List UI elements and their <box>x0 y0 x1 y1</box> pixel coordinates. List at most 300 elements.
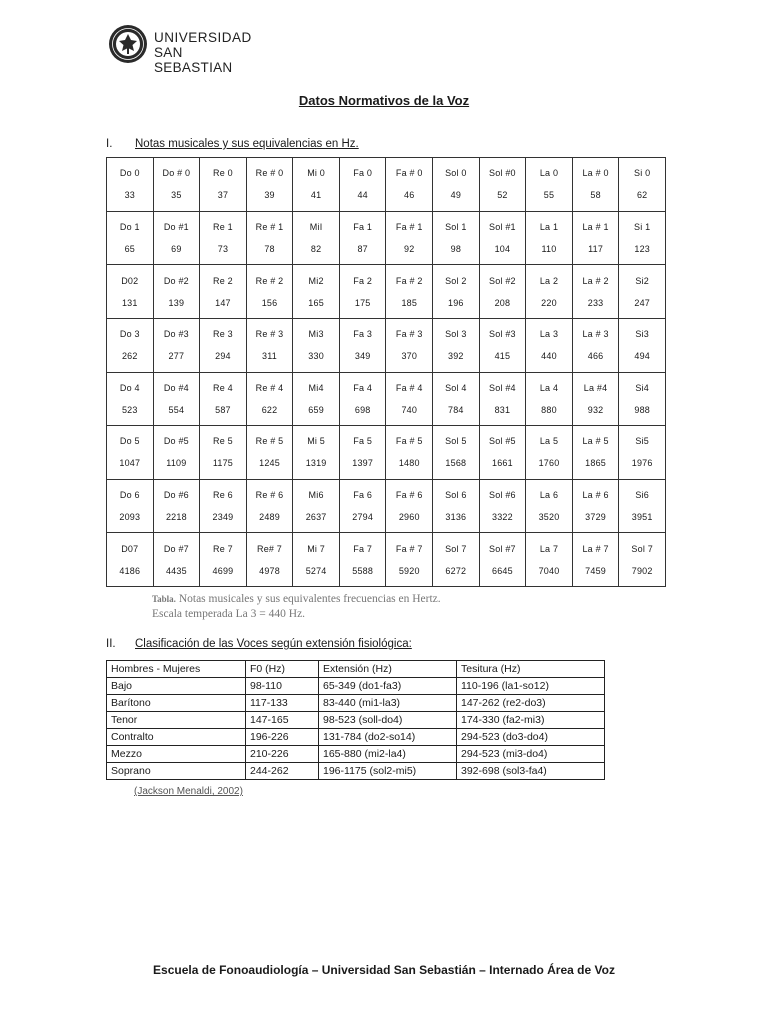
voices-row <box>107 746 605 763</box>
note-frequency: 262 <box>121 351 138 362</box>
note-frequency: 466 <box>587 351 604 362</box>
note-cell <box>153 211 200 265</box>
note-frequency: 554 <box>168 404 185 415</box>
note-cell <box>339 265 386 319</box>
note-frequency: 2489 <box>259 512 280 523</box>
note-cell <box>433 158 480 212</box>
voices-cell: 294-523 (do3-do4) <box>457 729 605 746</box>
note-cell <box>153 158 200 212</box>
note-cell <box>200 211 247 265</box>
note-cell <box>200 318 247 372</box>
note-name: La 2 <box>539 275 559 286</box>
note-cell <box>246 533 293 587</box>
note-cell <box>246 372 293 426</box>
note-cell <box>339 318 386 372</box>
note-cell <box>339 533 386 587</box>
note-frequency: 2218 <box>165 512 187 523</box>
note-frequency: 104 <box>494 243 511 254</box>
note-cell <box>246 318 293 372</box>
note-name: Re # 5 <box>255 436 284 447</box>
note-name: Sol 0 <box>445 168 467 179</box>
note-name: Fa # 6 <box>395 490 423 501</box>
note-frequency: 123 <box>634 243 650 254</box>
note-name: Re # 3 <box>255 329 284 340</box>
notes-row <box>107 265 666 319</box>
voices-cell: 83-440 (mi1-la3) <box>319 695 457 712</box>
note-cell <box>433 426 480 480</box>
note-cell <box>619 211 666 265</box>
note-name: Do 1 <box>119 221 140 232</box>
note-name: Si2 <box>635 275 649 286</box>
note-frequency: 52 <box>497 190 508 201</box>
note-cell <box>526 372 573 426</box>
note-frequency: 2794 <box>352 512 374 523</box>
note-cell <box>386 426 433 480</box>
note-frequency: 1109 <box>166 458 187 469</box>
voices-cell: 147-165 <box>246 712 319 729</box>
note-name: Si 1 <box>634 221 651 232</box>
note-frequency: 2349 <box>212 512 234 523</box>
voices-cell: 392-698 (sol3-fa4) <box>457 763 605 780</box>
note-frequency: 82 <box>310 243 322 254</box>
note-name: Sol #5 <box>489 436 516 447</box>
notes-frequency-table <box>106 157 666 587</box>
note-frequency: 440 <box>541 351 557 362</box>
note-frequency: 73 <box>217 243 229 254</box>
note-name: Sol 7 <box>631 543 653 554</box>
note-frequency: 139 <box>168 297 185 308</box>
note-name: Re # 2 <box>255 275 284 286</box>
note-cell <box>293 158 340 212</box>
note-name: Re 4 <box>213 382 233 393</box>
note-frequency: 1480 <box>398 458 420 469</box>
voices-cell: 98-110 <box>246 678 319 695</box>
university-logo <box>108 24 258 75</box>
note-name: Re# 7 <box>257 543 283 554</box>
voices-cell: 174-330 (fa2-mi3) <box>457 712 605 729</box>
note-name: La # 2 <box>582 275 609 286</box>
note-frequency: 698 <box>354 404 371 415</box>
note-frequency: 3136 <box>445 512 467 523</box>
note-name: Sol #0 <box>489 168 516 179</box>
note-frequency: 7902 <box>631 565 653 576</box>
note-frequency: 220 <box>541 297 557 308</box>
note-cell <box>479 158 526 212</box>
note-name: Do # 0 <box>162 168 191 179</box>
note-cell <box>153 318 200 372</box>
note-name: La 6 <box>539 490 559 501</box>
note-cell <box>433 533 480 587</box>
note-frequency: 1397 <box>352 458 374 469</box>
voices-row <box>107 678 605 695</box>
note-frequency: 494 <box>634 351 650 362</box>
note-frequency: 5274 <box>305 565 327 576</box>
citation: (Jackson Menaldi, 2002) <box>134 786 243 797</box>
note-name: Fa # 0 <box>395 168 423 179</box>
note-frequency: 92 <box>404 243 415 254</box>
caption-line-1 <box>152 592 441 607</box>
note-cell <box>339 158 386 212</box>
note-cell <box>200 479 247 533</box>
note-name: Sol 2 <box>445 275 467 286</box>
notes-table-container <box>106 157 666 587</box>
note-frequency: 175 <box>354 297 371 308</box>
note-frequency: 622 <box>261 404 278 415</box>
note-cell <box>293 372 340 426</box>
note-name: Si6 <box>635 490 649 501</box>
note-name: La # 1 <box>582 221 609 232</box>
note-frequency: 2960 <box>398 512 420 523</box>
note-name: Do #1 <box>163 221 189 232</box>
note-frequency: 4186 <box>119 565 141 576</box>
note-frequency: 1760 <box>538 458 560 469</box>
note-cell <box>246 211 293 265</box>
note-frequency: 1319 <box>305 458 327 469</box>
note-frequency: 58 <box>590 190 601 201</box>
note-cell <box>572 318 619 372</box>
note-frequency: 62 <box>636 190 648 201</box>
note-frequency: 1865 <box>585 458 606 469</box>
note-frequency: 4978 <box>259 565 280 576</box>
note-cell <box>433 265 480 319</box>
note-name: Sol #4 <box>489 382 516 393</box>
note-name: La 1 <box>539 221 559 232</box>
voices-cell: 147-262 (re2-do3) <box>457 695 605 712</box>
note-frequency: 3322 <box>492 512 513 523</box>
note-frequency: 3520 <box>538 512 560 523</box>
voices-row <box>107 695 605 712</box>
note-frequency: 1661 <box>492 458 513 469</box>
note-name: Sol 1 <box>445 221 467 232</box>
note-cell <box>107 318 154 372</box>
note-name: La #4 <box>583 382 608 393</box>
note-frequency: 370 <box>401 351 418 362</box>
note-frequency: 55 <box>543 190 555 201</box>
note-frequency: 880 <box>541 404 557 415</box>
note-cell <box>572 479 619 533</box>
note-name: Do 3 <box>119 329 140 340</box>
note-frequency: 349 <box>354 351 371 362</box>
note-cell <box>293 211 340 265</box>
note-cell <box>107 533 154 587</box>
note-cell <box>107 158 154 212</box>
logo-text-universidad: UNIVERSIDAD <box>154 30 252 45</box>
note-name: La 0 <box>539 168 559 179</box>
notes-row <box>107 318 666 372</box>
note-name: Do 0 <box>119 168 140 179</box>
voices-header-cell: Tesitura (Hz) <box>457 661 605 678</box>
note-cell <box>293 318 340 372</box>
voices-cell: 110-196 (la1-so12) <box>457 678 605 695</box>
note-frequency: 4435 <box>165 565 187 576</box>
note-cell <box>386 211 433 265</box>
note-cell <box>293 265 340 319</box>
note-name: La # 3 <box>582 329 609 340</box>
note-frequency: 587 <box>215 404 231 415</box>
note-frequency: 7040 <box>538 565 560 576</box>
note-cell <box>339 372 386 426</box>
voices-cell: 294-523 (mi3-do4) <box>457 746 605 763</box>
note-name: Do 4 <box>119 382 140 393</box>
note-frequency: 117 <box>588 243 604 254</box>
voices-cell: Soprano <box>107 763 246 780</box>
note-cell <box>479 479 526 533</box>
note-name: Mi6 <box>308 490 324 501</box>
note-frequency: 6272 <box>445 565 467 576</box>
note-cell <box>479 318 526 372</box>
note-cell <box>293 479 340 533</box>
note-frequency: 35 <box>171 190 182 201</box>
note-frequency: 277 <box>168 351 185 362</box>
voices-cell: 65-349 (do1-fa3) <box>319 678 457 695</box>
note-name: Fa 3 <box>353 329 373 340</box>
note-name: Do #6 <box>163 490 189 501</box>
voices-cell: 210-226 <box>246 746 319 763</box>
note-frequency: 784 <box>448 404 464 415</box>
table-caption <box>152 592 441 622</box>
note-frequency: 87 <box>357 243 368 254</box>
note-name: Mi3 <box>308 329 324 340</box>
note-name: La 4 <box>539 382 559 393</box>
note-cell <box>386 479 433 533</box>
logo-text-san-sebastian: SAN SEBASTIAN <box>154 45 233 75</box>
note-frequency: 165 <box>308 297 324 308</box>
voices-cell: Tenor <box>107 712 246 729</box>
note-cell <box>479 265 526 319</box>
voices-cell: 196-226 <box>246 729 319 746</box>
note-name: Fa 7 <box>353 543 373 554</box>
note-frequency: 415 <box>494 351 511 362</box>
note-name: Sol #7 <box>489 543 516 554</box>
note-name: Fa # 1 <box>395 221 423 232</box>
note-name: Si 0 <box>634 168 651 179</box>
note-name: Sol 5 <box>445 436 467 447</box>
note-cell <box>200 426 247 480</box>
voices-row <box>107 712 605 729</box>
note-name: La # 5 <box>582 436 609 447</box>
note-cell <box>153 426 200 480</box>
note-cell <box>433 318 480 372</box>
note-frequency: 49 <box>450 190 462 201</box>
note-name: Re 3 <box>213 329 233 340</box>
voices-cell: Barítono <box>107 695 246 712</box>
note-name: Mi 5 <box>307 436 325 447</box>
note-name: Mi 0 <box>307 168 325 179</box>
note-frequency: 39 <box>264 190 275 201</box>
voices-row <box>107 729 605 746</box>
note-name: Re 1 <box>213 221 233 232</box>
note-frequency: 1568 <box>445 458 467 469</box>
note-name: Fa # 7 <box>395 543 423 554</box>
note-frequency: 78 <box>264 243 275 254</box>
note-cell <box>293 426 340 480</box>
note-name: La 7 <box>539 543 559 554</box>
voices-cell: Bajo <box>107 678 246 695</box>
note-name: D07 <box>121 543 139 554</box>
note-frequency: 185 <box>401 297 418 308</box>
note-cell <box>107 479 154 533</box>
note-cell <box>339 211 386 265</box>
voices-header-cell: Extensión (Hz) <box>319 661 457 678</box>
note-cell <box>200 158 247 212</box>
section-2-number: II. <box>106 638 116 650</box>
voices-row <box>107 763 605 780</box>
note-cell <box>107 265 154 319</box>
note-cell <box>526 318 573 372</box>
note-name: Fa # 2 <box>395 275 423 286</box>
university-seal-icon <box>108 24 148 64</box>
note-name: Si4 <box>635 382 649 393</box>
voices-cell: 165-880 (mi2-la4) <box>319 746 457 763</box>
notes-row <box>107 479 666 533</box>
note-name: Si5 <box>635 436 649 447</box>
note-frequency: 3951 <box>631 512 653 523</box>
note-cell <box>572 372 619 426</box>
note-name: Fa 1 <box>353 221 373 232</box>
voice-classification-table <box>106 660 605 780</box>
note-cell <box>479 372 526 426</box>
note-cell <box>200 372 247 426</box>
voices-header-cell: F0 (Hz) <box>246 661 319 678</box>
note-name: Fa # 5 <box>395 436 423 447</box>
note-cell <box>572 533 619 587</box>
note-name: Sol #3 <box>489 329 516 340</box>
voices-cell: Mezzo <box>107 746 246 763</box>
note-frequency: 1976 <box>631 458 653 469</box>
note-frequency: 37 <box>217 190 229 201</box>
note-name: Sol 4 <box>445 382 467 393</box>
note-cell <box>619 533 666 587</box>
note-cell <box>526 265 573 319</box>
note-name: Do 5 <box>119 436 140 447</box>
notes-row <box>107 426 666 480</box>
note-cell <box>526 211 573 265</box>
note-cell <box>433 211 480 265</box>
page-footer: Escuela de Fonoaudiología – Universidad San Sebastián – Internado Área de Voz <box>153 963 615 977</box>
note-frequency: 233 <box>587 297 604 308</box>
note-frequency: 5588 <box>352 565 374 576</box>
note-cell <box>619 426 666 480</box>
note-name: Si3 <box>635 329 649 340</box>
note-frequency: 33 <box>124 190 135 201</box>
note-cell <box>526 426 573 480</box>
note-cell <box>572 265 619 319</box>
note-frequency: 1175 <box>212 458 234 469</box>
note-frequency: 932 <box>587 404 604 415</box>
note-cell <box>386 158 433 212</box>
note-cell <box>339 426 386 480</box>
note-cell <box>619 479 666 533</box>
section-1-heading <box>106 138 359 150</box>
note-frequency: 2093 <box>119 512 141 523</box>
note-frequency: 41 <box>310 190 322 201</box>
note-cell <box>153 479 200 533</box>
note-cell <box>619 318 666 372</box>
note-name: Re 2 <box>213 275 233 286</box>
note-frequency: 2637 <box>305 512 327 523</box>
notes-row <box>107 158 666 212</box>
note-name: La # 6 <box>582 490 609 501</box>
note-frequency: 110 <box>541 243 557 254</box>
note-cell <box>339 479 386 533</box>
note-frequency: 44 <box>357 190 368 201</box>
section-1-text: Notas musicales y sus equivalencias en Hz. <box>135 138 359 150</box>
note-cell <box>526 158 573 212</box>
note-cell <box>386 372 433 426</box>
note-frequency: 1245 <box>259 458 280 469</box>
note-cell <box>153 372 200 426</box>
note-cell <box>200 533 247 587</box>
note-name: Fa 0 <box>353 168 373 179</box>
note-cell <box>479 211 526 265</box>
note-cell <box>107 211 154 265</box>
note-cell <box>433 372 480 426</box>
note-name: Re 0 <box>213 168 233 179</box>
note-frequency: 740 <box>401 404 418 415</box>
note-cell <box>526 479 573 533</box>
voices-header-cell: Hombres - Mujeres <box>107 661 246 678</box>
note-cell <box>572 158 619 212</box>
note-frequency: 523 <box>121 404 138 415</box>
note-frequency: 46 <box>404 190 415 201</box>
note-frequency: 294 <box>215 351 231 362</box>
note-name: Re # 6 <box>255 490 284 501</box>
note-name: Re 5 <box>213 436 233 447</box>
note-cell <box>153 265 200 319</box>
note-cell <box>619 158 666 212</box>
voices-cell: 196-1175 (sol2-mi5) <box>319 763 457 780</box>
note-frequency: 147 <box>215 297 231 308</box>
note-name: D02 <box>121 275 139 286</box>
note-name: Do #5 <box>163 436 189 447</box>
note-cell <box>246 158 293 212</box>
note-name: Sol 6 <box>445 490 467 501</box>
voices-cell: 244-262 <box>246 763 319 780</box>
caption-line-2: Escala temperada La 3 = 440 Hz. <box>152 608 306 620</box>
note-name: Sol #1 <box>489 221 516 232</box>
note-name: Do #4 <box>163 382 189 393</box>
note-name: Fa 4 <box>353 382 373 393</box>
note-name: La # 7 <box>582 543 609 554</box>
note-cell <box>246 265 293 319</box>
notes-row <box>107 211 666 265</box>
note-frequency: 3729 <box>585 512 606 523</box>
note-cell <box>526 533 573 587</box>
note-name: Mi2 <box>308 275 324 286</box>
note-frequency: 392 <box>448 351 464 362</box>
note-cell <box>619 265 666 319</box>
voices-cell: 131-784 (do2-so14) <box>319 729 457 746</box>
note-frequency: 156 <box>261 297 278 308</box>
note-name: Fa # 4 <box>395 382 423 393</box>
note-name: Do #2 <box>163 275 189 286</box>
note-name: Re # 1 <box>255 221 284 232</box>
note-frequency: 208 <box>494 297 511 308</box>
note-cell <box>386 533 433 587</box>
note-name: Re # 0 <box>255 168 284 179</box>
note-cell <box>107 426 154 480</box>
note-name: Mi 7 <box>307 543 325 554</box>
note-cell <box>246 426 293 480</box>
note-name: La 5 <box>539 436 559 447</box>
note-frequency: 247 <box>634 297 650 308</box>
note-cell <box>572 426 619 480</box>
note-name: Re 6 <box>213 490 233 501</box>
note-frequency: 831 <box>494 404 511 415</box>
note-cell <box>200 265 247 319</box>
note-cell <box>619 372 666 426</box>
note-name: La # 0 <box>582 168 609 179</box>
